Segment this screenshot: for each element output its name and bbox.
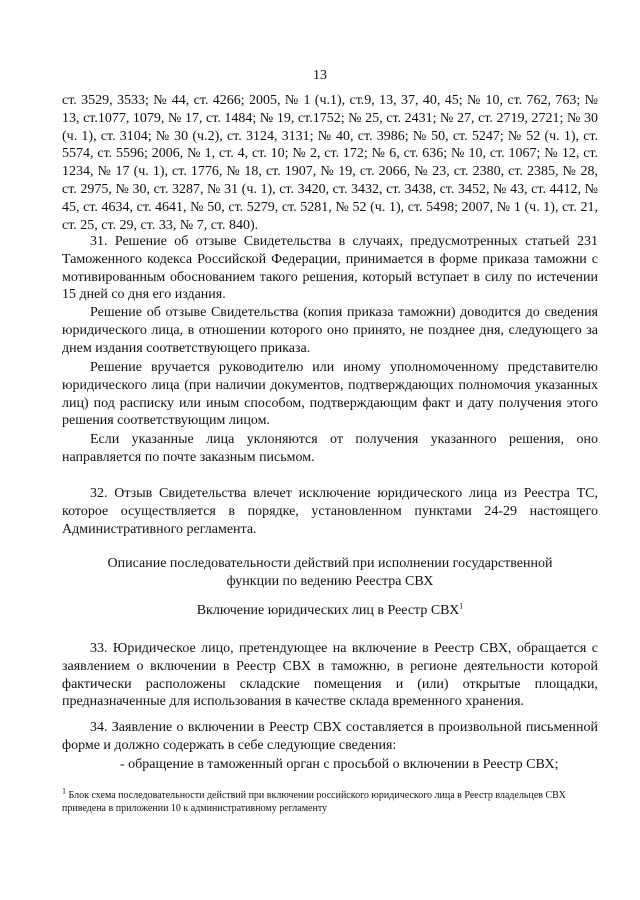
paragraph-33: 33. Юридическое лицо, претендующее на включение в Реестр СВХ, обращается с заявлением о включении в Реестр СВХ в таможню, в регионе деятельности которой фактически расположены складские помещения и (или) открытые площадки, предназначенные для использования в качестве склада временного хранения.	[62, 641, 598, 710]
subsection-heading	[62, 602, 598, 620]
footnote-text: Блок схема последовательности действий при включении российского юридического лица в Реестр владельцев СВХ приведена в приложении 10 к административному регламенту	[62, 790, 566, 814]
section-heading: Описание последовательности действий при исполнении государственной функции по ведению Реестра СВХ	[107, 556, 553, 589]
paragraph-31-delivery: Решение вручается руководителю или иному уполномоченному представителю юридического лица (при наличии документов, подтверждающих полномочия указанных лиц) под расписку или иным способом, подтверждающим факт и дату получения этого решения соответствующим лицом.	[62, 360, 598, 429]
paragraph-31: 31. Решение об отзыве Свидетельства в случаях, предусмотренных статьей 231 Таможенного кодекса Российской Федерации, принимается в форме приказа таможни с мотивированным обоснованием такого решения, который вступает в силу по истечении 15 дней со дня его издания.	[62, 234, 598, 303]
footnote-ref: 1	[459, 601, 464, 611]
footnote	[62, 786, 598, 815]
paragraph-citations: ст. 3529, 3533; № 44, ст. 4266; 2005, № 1 (ч.1), ст.9, 13, 37, 40, 45; № 10, ст. 762, 763; № 13, ст.1077, 1079, № 17, ст. 1484; № 19, ст.1752; № 25, ст. 2431; № 27, ст. 2719, 2721; № 30 (ч. 1), ст. 3104; № 30 (ч.2), ст. 3124, 3131; № 40, ст. 3986; № 50, ст. 5247; № 52 (ч. 1), ст. 5574, ст. 5596; 2006, № 1, ст. 4, ст. 10; № 2, ст. 172; № 6, ст. 636; № 10, ст. 1067; № 12, ст. 1234, № 17 (ч. 1), ст. 1776, № 18, ст. 1907, № 19, ст. 2066, № 23, ст. 2380, ст. 2385, № 28, ст. 2975, № 30, ст. 3287, № 31 (ч. 1), ст. 3420, ст. 3432, ст. 3438, ст. 3452, № 43, ст. 4412, № 45, ст. 4634, ст. 4641, № 50, ст. 5279, ст. 5281, № 52 (ч. 1), ст. 5498; 2007, № 1 (ч. 1), ст. 21, ст. 25, ст. 29, ст. 33, № 7, ст. 840).	[62, 93, 598, 233]
subheading-text: Включение юридических лиц в Реестр СВХ	[196, 603, 460, 618]
paragraph-34: 34. Заявление о включении в Реестр СВХ составляется в произвольной письменной форме и должно содержать в себе следующие сведения:	[62, 720, 598, 753]
list-item: - обращение в таможенный орган с просьбой о включении в Реестр СВХ;	[120, 757, 559, 772]
footnote-mark: 1	[62, 786, 66, 796]
paragraph-31-notice: Решение об отзыве Свидетельства (копия приказа таможни) доводится до сведения юридического лица, в отношении которого оно принято, не позднее дня, следующего за днем издания соответствующего приказа.	[62, 305, 598, 356]
paragraph-32: 32. Отзыв Свидетельства влечет исключение юридического лица из Реестра ТС, которое осуществляется в порядке, установленном пунктами 24-29 настоящего Административного регламента.	[62, 486, 598, 537]
paragraph-31-mail: Если указанные лица уклоняются от получения указанного решения, оно направляется по почте заказным письмом.	[62, 432, 598, 465]
page-number: 13	[313, 68, 327, 83]
